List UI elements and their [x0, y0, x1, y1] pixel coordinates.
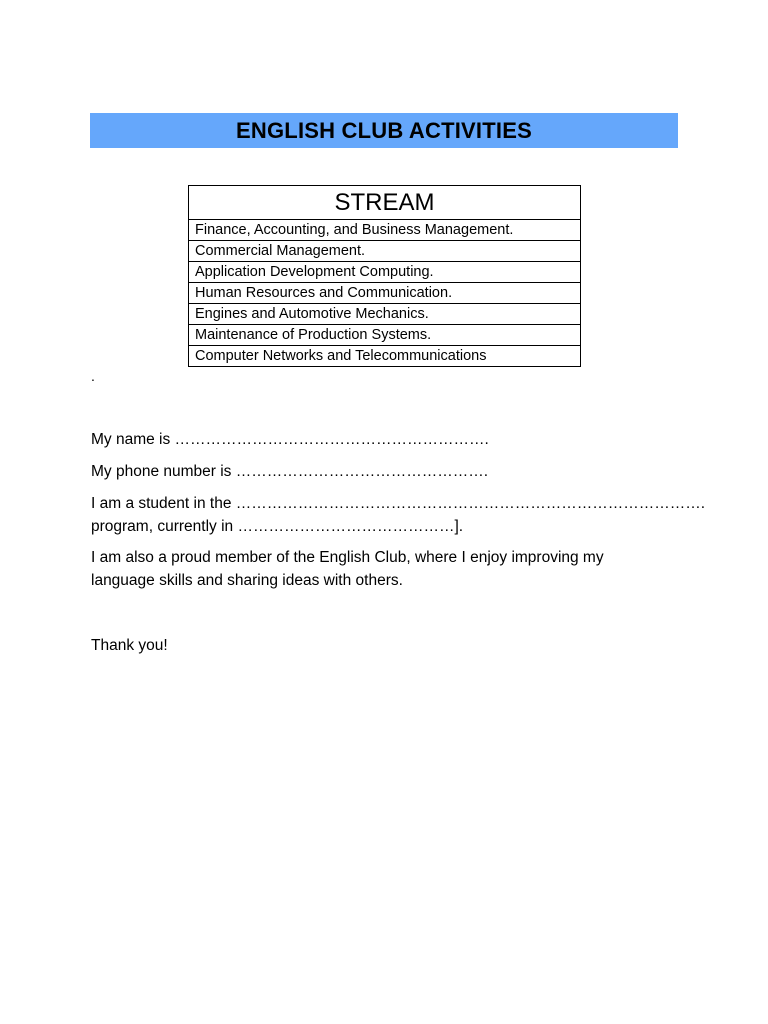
table-row	[189, 325, 581, 346]
stream-row-maintenance: Maintenance of Production Systems.	[189, 325, 581, 346]
student-line-2: program, currently in ……………………………………].	[91, 518, 464, 535]
stream-row-networks: Computer Networks and Telecommunications	[189, 346, 581, 367]
member-line-2: language skills and sharing ideas with others.	[91, 572, 403, 589]
stream-table	[188, 185, 581, 367]
student-line-1: I am a student in the ……………………………………………………………………………….	[91, 495, 706, 512]
table-row	[189, 262, 581, 283]
stray-dot: .	[91, 368, 95, 384]
title-banner	[90, 113, 678, 148]
phone-line: My phone number is ………………………………………….	[91, 463, 489, 480]
table-row	[189, 241, 581, 262]
table-row	[189, 220, 581, 241]
name-line: My name is …………………………………………………….	[91, 431, 489, 448]
stream-row-engines: Engines and Automotive Mechanics.	[189, 304, 581, 325]
stream-row-commercial: Commercial Management.	[189, 241, 581, 262]
stream-table-header: STREAM	[189, 186, 581, 220]
member-line-1: I am also a proud member of the English Club, where I enjoy improving my	[91, 549, 604, 566]
table-row	[189, 283, 581, 304]
table-row	[189, 304, 581, 325]
stream-row-app-dev: Application Development Computing.	[189, 262, 581, 283]
page-title: ENGLISH CLUB ACTIVITIES	[236, 117, 532, 143]
table-row	[189, 346, 581, 367]
stream-row-finance: Finance, Accounting, and Business Management.	[189, 220, 581, 241]
thank-you-line: Thank you!	[91, 637, 168, 654]
stream-row-hr: Human Resources and Communication.	[189, 283, 581, 304]
stream-table-header-row	[189, 186, 581, 220]
